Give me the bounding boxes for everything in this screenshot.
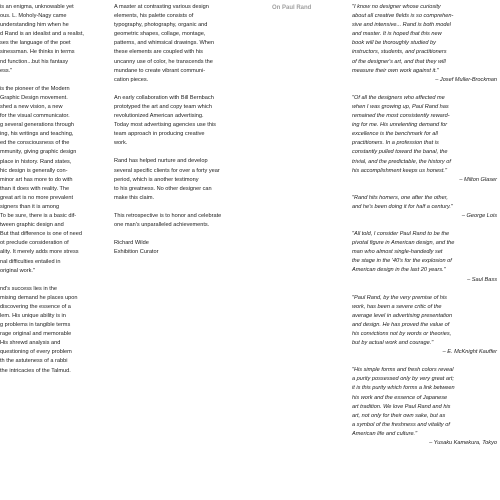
middle-paragraph xyxy=(114,3,244,85)
quote-line: measure their own work against it." xyxy=(352,67,439,74)
quote-line: excellence is the benchmark for all xyxy=(352,131,438,138)
quote-line: a symbol of the freshness and vitality of xyxy=(352,421,450,428)
quote-attribution: – E. McKnight Kauffer xyxy=(442,349,497,356)
quote-line: of the designer's art, and that they will xyxy=(352,58,446,65)
text-line: g several generations through xyxy=(0,122,75,129)
text-line: mmunity, giving graphic design xyxy=(0,149,77,156)
quote-line: trivial, and the predictable, the history of xyxy=(352,158,451,165)
quotes-column xyxy=(352,3,497,457)
text-line: th the astuteness of a rabbi xyxy=(0,358,68,365)
text-line: nd's success lies in the xyxy=(0,285,58,292)
text-line: shed a new vision, a new xyxy=(0,103,63,110)
quote-line: instructors, students, and practitioners xyxy=(352,49,447,56)
text-line: ess." xyxy=(0,67,13,74)
text-line: To be sure, there is a basic dif- xyxy=(0,213,77,220)
quote-line: the stage in the '40's for the explosion of xyxy=(352,258,452,265)
quote-line: but by actual work and courage." xyxy=(352,340,434,347)
text-line: make this claim. xyxy=(114,194,155,201)
quote-line: it is this purity which forms a link between xyxy=(352,385,455,392)
text-line: mundane to create vibrant communi- xyxy=(114,67,206,74)
testimonial-quote xyxy=(352,94,497,185)
middle-paragraph xyxy=(114,239,244,257)
text-line: to his greatness. No other designer can xyxy=(114,185,212,192)
left-paragraph xyxy=(0,285,105,376)
text-line: ot preclude consideration of xyxy=(0,240,69,247)
quote-line: his work and the essence of Japanese xyxy=(352,394,448,401)
text-line: sinessman. He thinks in terms xyxy=(0,49,75,56)
quote-attribution: – Milton Glaser xyxy=(459,176,497,183)
testimonial-quote xyxy=(352,3,497,85)
quote-line: "Rand hits homers, one after the other, xyxy=(352,194,448,201)
quote-line: his accomplishment keeps us honest." xyxy=(352,167,447,174)
quote-line: "All told, I consider Paul Rand to be the xyxy=(352,231,450,238)
quote-line: "I know no designer whose curiosity xyxy=(352,4,441,10)
text-line: is the pioneer of the Modern xyxy=(0,85,70,92)
quote-line: man who almost single-handedly set xyxy=(352,249,443,256)
quote-line: American life and culture." xyxy=(352,430,418,437)
text-line: typography, photography, organic and xyxy=(114,22,208,29)
quote-line: about all creative fields is so comprehen- xyxy=(352,13,454,20)
quote-line: American design in the last 20 years." xyxy=(352,267,446,274)
left-paragraph xyxy=(0,3,105,76)
text-line: elements, his palette consists of xyxy=(114,13,194,20)
text-line: patterns, and whimsical drawings. When xyxy=(114,40,215,47)
quote-line: and he's been doing it for half a century." xyxy=(352,203,453,210)
text-line: one man's unparalleled achievements. xyxy=(114,221,210,228)
middle-paragraph xyxy=(114,212,244,230)
text-line: Rand has helped nurture and develop xyxy=(114,158,208,165)
testimonial-quote xyxy=(352,366,497,448)
text-line: rage original and memorable xyxy=(0,331,72,338)
text-line: Graphic Design movement. xyxy=(0,94,68,101)
testimonial-quote xyxy=(352,294,497,358)
quote-line: when I was growing up, Paul Rand has xyxy=(352,103,449,110)
testimonial-quote xyxy=(352,230,497,285)
quote-attribution: – Saul Bass xyxy=(467,276,497,283)
quote-line: pivotal figure in American design, and the xyxy=(352,240,455,247)
text-line: is an enigma, unknowable yet xyxy=(0,4,74,10)
text-line: discovering the essence of a xyxy=(0,303,71,310)
page-header-title: On Paul Rand xyxy=(272,5,312,11)
text-line: Today most advertising agencies use this xyxy=(114,122,216,129)
text-line: d Rand is an idealist and a realist, xyxy=(0,31,84,38)
text-line: revolutionized American advertising. xyxy=(114,113,204,120)
text-line: g problems in tangible terms xyxy=(0,322,71,329)
quote-line: "Of all the designers who affected me xyxy=(352,94,445,101)
text-line: cation pieces. xyxy=(114,76,149,83)
text-line: understanding him when he xyxy=(0,22,69,29)
text-line: work. xyxy=(114,140,128,147)
middle-paragraph xyxy=(114,157,244,202)
text-line: team approach in producing creative xyxy=(114,131,205,138)
quote-line: and design. He has proved the value of xyxy=(352,321,450,328)
middle-text-column xyxy=(114,3,244,266)
text-line: uncanny use of color, he transcends the xyxy=(114,58,213,65)
text-line: minor art has more to do with xyxy=(0,176,73,183)
text-line: nd function...but his fantasy xyxy=(0,58,69,65)
quote-line: book will be thoroughly studied by xyxy=(352,40,436,47)
quote-line: art, not only for their own sake, but as xyxy=(352,412,446,419)
text-line: This retrospective is to honor and celebrate xyxy=(114,212,222,219)
text-line: tween graphic design and xyxy=(0,222,64,229)
text-line: An early collaboration with Bill Bernbach xyxy=(114,94,214,101)
text-line: ous. L. Moholy-Nagy came xyxy=(0,13,67,20)
text-line: original work." xyxy=(0,267,35,274)
quote-line: art tradition. We love Paul Rand and his xyxy=(352,403,451,410)
text-line: great art is no more prevalent xyxy=(0,194,74,201)
testimonial-quote xyxy=(352,194,497,221)
text-line: ing, his writings and teaching, xyxy=(0,131,74,138)
text-line: the intricacies of the Talmud. xyxy=(0,367,71,374)
quote-line: ing for me. His unrelenting demand for xyxy=(352,122,448,129)
text-line: Exhibition Curator xyxy=(114,249,159,256)
text-line: A master at contrasting various design xyxy=(114,4,209,10)
quote-line: average level in advertising presentation xyxy=(352,312,453,319)
quote-line: his convictions not by words or theories, xyxy=(352,331,452,337)
text-line: ses the language of the poet xyxy=(0,40,71,47)
quote-line: sive and intensive... Rand is both model xyxy=(352,22,451,29)
quote-line: "His simple forms and fresh colors reveal xyxy=(352,367,454,374)
quote-attribution: – Josef Muller-Brockman xyxy=(435,76,497,83)
quote-line: practitioners. In a profession that is xyxy=(352,140,439,147)
text-line: nal difficulties entailed in xyxy=(0,258,61,265)
text-line: signers than it is among xyxy=(0,203,60,210)
text-line: these elements are coupled with his xyxy=(114,49,203,56)
text-line: mising demand he places upon xyxy=(0,294,78,301)
text-line: ed the consciousness of the xyxy=(0,140,70,147)
text-line: than it does with reality. The xyxy=(0,185,70,192)
text-line: His shrewd analysis and xyxy=(0,340,61,347)
text-line: geometric shapes, collage, montage, xyxy=(114,31,206,38)
left-text-column xyxy=(0,3,105,385)
text-line: period, which is another testimony xyxy=(114,176,199,183)
text-line: ality. It merely adds more stress xyxy=(0,249,79,256)
quote-line: a purity possessed only by very great art; xyxy=(352,376,454,383)
text-line: place in history. Rand states, xyxy=(0,158,72,165)
quote-line: work, has been a severe critic of the xyxy=(352,303,442,310)
quote-line: "Paul Rand, by the very premise of his xyxy=(352,294,447,301)
quote-attribution: – George Lois xyxy=(461,212,497,219)
quote-attribution: – Yusaku Kamekura, Tokyo xyxy=(429,440,497,447)
quote-line: remained the most consistently reward- xyxy=(352,113,450,120)
text-line: Richard Wilde xyxy=(114,240,149,247)
text-line: prototyped the art and copy team which xyxy=(114,103,212,110)
quote-line: constantly pulled toward the banal, the xyxy=(352,149,448,156)
middle-paragraph xyxy=(114,94,244,149)
text-line: lem. His unique ability is in xyxy=(0,313,66,319)
text-line: several specific clients for over a forty year xyxy=(114,167,220,174)
text-line: hic design is generally con- xyxy=(0,167,68,174)
text-line: for the visual communicator. xyxy=(0,113,70,120)
text-line: questioning of every problem xyxy=(0,349,72,356)
quote-line: and master. It is hoped that this new xyxy=(352,31,442,38)
text-line: But that difference is one of need xyxy=(0,231,82,238)
left-paragraph xyxy=(0,85,105,276)
